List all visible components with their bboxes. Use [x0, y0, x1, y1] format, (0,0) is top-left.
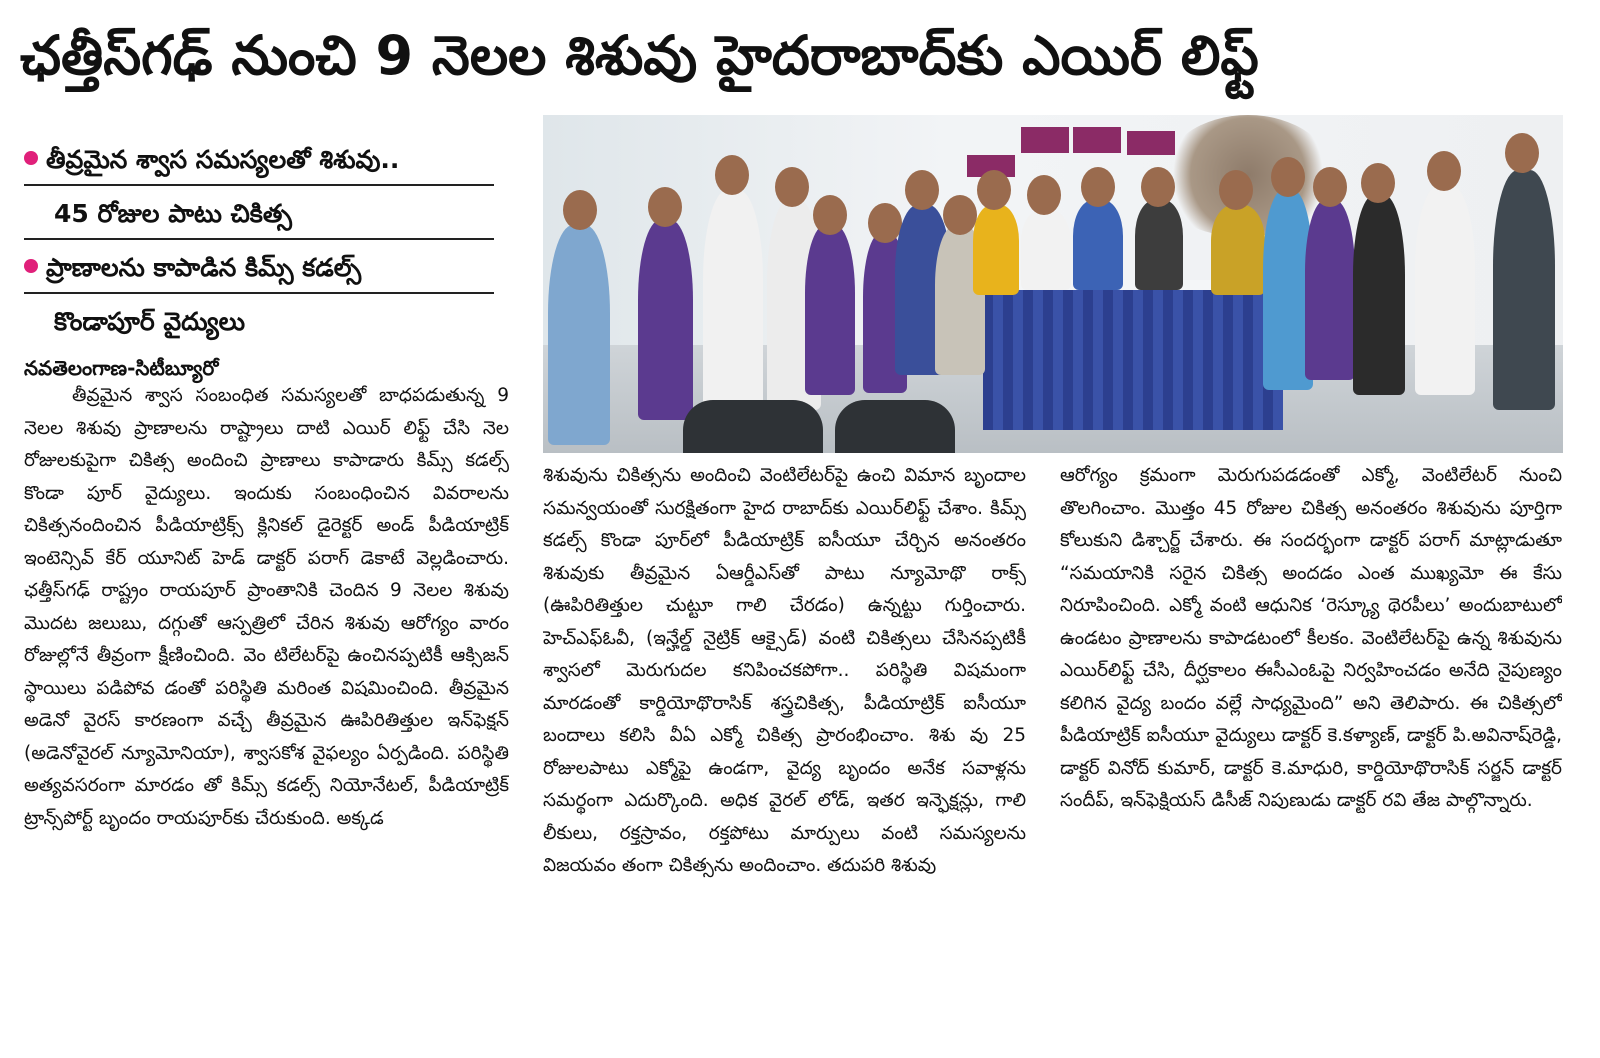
bullet-icon: [24, 259, 38, 273]
person: [1135, 200, 1183, 290]
person: [1021, 210, 1071, 290]
person: [1305, 200, 1355, 380]
person: [805, 225, 855, 395]
person: [1353, 195, 1405, 395]
highlight-block: [24, 140, 494, 186]
person-head: [905, 170, 939, 210]
highlight-line: [24, 248, 494, 288]
highlight-line: కొండాపూర్ వైద్యులు: [54, 307, 246, 336]
person-head: [648, 187, 682, 227]
person-head: [1219, 170, 1253, 210]
highlight-block: [24, 248, 494, 294]
person-head: [977, 170, 1011, 210]
highlight-text: ప్రాణాలను కాపాడిన కిమ్స్ కడల్స్: [46, 253, 362, 282]
chair: [835, 400, 955, 453]
person-head: [1027, 175, 1061, 215]
person-head: [563, 190, 597, 230]
person-head: [1081, 167, 1115, 207]
cake-table: [983, 290, 1283, 430]
person-head: [868, 203, 902, 243]
highlight-line: [24, 140, 494, 180]
highlight-block: [24, 302, 494, 346]
person-head: [1361, 163, 1395, 203]
person: [1493, 170, 1555, 410]
person: [548, 225, 610, 445]
person-head: [813, 195, 847, 235]
article-column-2: శిశువును చికిత్సను అందించి వెంటిలేటర్‌పై ఉంచి విమాన బృందాల సమన్వయంతో సురక్షితంగా హైద రాబాద్‌కు ఎయిర్‌లిఫ్ట్ చేశాం. కిమ్స్ కడల్స్ కొండా పూర్‌లో పీడియాట్రిక్ ఐసీయూ చేర్చిన అనంతరం శిశువుకు తీవ్రమైన ఏఆర్డీఎస్‌తో పాటు న్యూమోథొ రాక్స్ (ఊపిరితిత్తుల చుట్టూ గాలి చేరడం) ఉన్నట్టు గుర్తించారు. హెచ్ఎఫ్ఓవీ, (ఇన్హేల్డ్ నైట్రిక్ ఆక్సైడ్) వంటి చికిత్సలు చేసినప్పటికీ శ్వాసలో మెరుగుదల కనిపించకపోగా.. పరిస్థితి విషమంగా మారడంతో కార్డియోథొరాసిక్ శస్త్రచికిత్స, పీడియాట్రిక్ ఐసీయూ బందాలు కలిసి వీఏ ఎక్మో చికిత్స ప్రారంభించాం. శిశు వు 25 రోజులపాటు ఎక్మోపై ఉండగా, వైద్య బృందం అనేక సవాళ్లను సమర్థంగా ఎదుర్కొంది. అధిక వైరల్ లోడ్, ఇతర ఇన్ఫెక్షన్లు, గాలి లీకులు, రక్తస్రావం, రక్తపోటు మార్పులు వంటి సమస్యలను విజయవం తంగా చికిత్సను అందించాం. తదుపరి శిశువు: [543, 465, 1026, 876]
signboard: [1021, 127, 1069, 153]
person-head: [1505, 133, 1539, 173]
person: [703, 190, 763, 415]
person: [638, 220, 693, 420]
article-column-3: ఆరోగ్యం క్రమంగా మెరుగుపడడంతో ఎక్మో, వెంటిలేటర్ నుంచి తొలగించాం. మొత్తం 45 రోజుల చికిత్స అనంతరం శిశువును పూర్తిగా కోలుకుని డిశ్చార్జ్ చేశారు. ఈ సందర్భంగా డాక్టర్ పరాగ్ మాట్లాడుతూ “సమయానికి సరైన చికిత్స అందడం ఎంత ముఖ్యమో ఈ కేసు నిరూపించింది. ఎక్మో వంటి ఆధునిక ‘రెస్క్యూ థెరపీలు’ అందుబాటులో ఉండటం ప్రాణాలను కాపాడటంలో కీలకం. వెంటిలేటర్‌పై ఉన్న శిశువును ఎయిర్‌లిఫ్ట్ చేసి, దీర్ఘకాలం ఈసీఎంఓపై నిర్వహించడం అనేది నైపుణ్యం కలిగిన వైద్య బందం వల్లే సాధ్యమైంది” అని తెలిపారు. ఈ చికిత్సలో పీడియాట్రిక్ ఐసీయూ వైద్యులు డాక్టర్ కె.కళ్యాణ్, డాక్టర్ పి.అవినాష్‌రెడ్డి, డాక్టర్ వినోద్ కుమార్, డాక్టర్ కె.మాధురి, కార్డియోథొరాసిక్ సర్జన్ డాక్టర్ సందీప్, ఇన్‌ఫెక్షియస్ డిసీజ్ నిపుణుడు డాక్టర్ రవి తేజ పాల్గొన్నారు.: [1060, 465, 1562, 811]
person-head: [1141, 167, 1175, 207]
headline: ఛత్తీస్‌గఢ్ నుంచి 9 నెలల శిశువు హైదరాబాద్‌కు ఎయిర్ లిఫ్ట్: [20, 24, 1259, 87]
person-head: [1271, 157, 1305, 197]
person-head: [1313, 167, 1347, 207]
article-column-1: తీవ్రమైన శ్వాస సంబంధిత సమస్యలతో బాధపడుతున్న 9 నెలల శిశువు ప్రాణాలను రాష్ట్రాలు దాటి ఎయిర్ లిఫ్ట్ చేసి నెల రోజులకుపైగా చికిత్స అందించి ప్రాణాలు కాపాడారు కిమ్స్ కడల్స్ కొండా పూర్ వైద్యులు. ఇందుకు సంబంధించిన వివరాలను చికిత్సనందించిన పీడియాట్రిక్స్ క్లినికల్ డైరెక్టర్ అండ్ పీడియాట్రిక్ ఇంటెన్సివ్ కేర్ యూనిట్ హెడ్ డాక్టర్ పరాగ్ డెకాటే వెల్లడించారు. ఛత్తీస్‌గఢ్ రాష్ట్రం రాయపూర్ ప్రాంతానికి చెందిన 9 నెలల శిశువు మొదట జలుబు, దగ్గుతో ఆస్పత్రిలో చేరిన శిశువు ఆరోగ్యం వారం రోజుల్లోనే తీవ్రంగా క్షీణించింది. వెం టిలేటర్‌పై ఉంచినప్పటికీ ఆక్సిజన్ స్థాయిలు పడిపోవ డంతో పరిస్థితి మరింత విషమించింది. తీవ్రమైన అడెనో వైరస్ కారణంగా వచ్చే తీవ్రమైన ఊపిరితిత్తుల ఇన్‌ఫెక్షన్ (అడెనోవైరల్ న్యూమోనియా), శ్వాసకోశ వైఫల్యం ఏర్పడింది. పరిస్థితి అత్యవసరంగా మారడం తో కిమ్స్ కడల్స్ నియోనేటల్, పీడియాట్రిక్ ట్రాన్స్‌పోర్ట్ బృందం రాయపూర్‌కు చేరుకుంది. అక్కడ: [24, 385, 509, 829]
signboard: [1127, 131, 1175, 155]
person-head: [715, 155, 749, 195]
highlight-line: 45 రోజుల పాటు చికిత్స: [54, 199, 292, 228]
person: [973, 205, 1019, 295]
signboard: [1073, 127, 1121, 153]
person-head: [775, 167, 809, 207]
person: [1211, 205, 1265, 295]
highlight-text: తీవ్రమైన శ్వాస సమస్యలతో శిశువు..: [46, 145, 400, 174]
person: [1415, 185, 1475, 395]
person-head: [1427, 151, 1461, 191]
person-head: [943, 195, 977, 235]
chair: [683, 400, 823, 453]
person: [1073, 200, 1123, 290]
dateline: నవతెలంగాణ-సిటీబ్యూరో: [24, 356, 219, 380]
highlights: [24, 140, 494, 354]
bullet-icon: [24, 151, 38, 165]
news-photo: [543, 115, 1563, 453]
highlight-block: [24, 194, 494, 240]
